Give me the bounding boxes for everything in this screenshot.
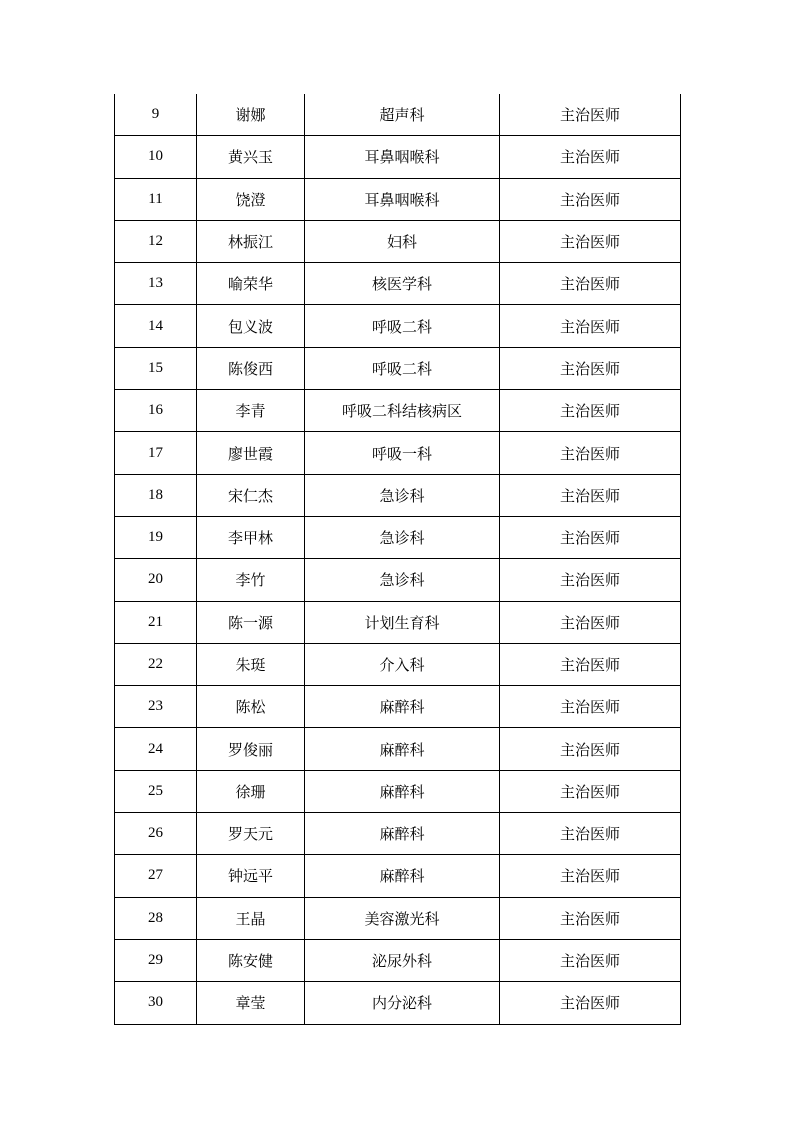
table-row (115, 432, 681, 474)
department-cell: 呼吸一科 (305, 432, 500, 474)
title-cell: 主治医师 (500, 601, 681, 643)
title-cell: 主治医师 (500, 559, 681, 601)
row-number-cell: 25 (115, 770, 197, 812)
table-row (115, 390, 681, 432)
name-cell: 陈一源 (197, 601, 305, 643)
table-row (115, 178, 681, 220)
row-number-cell: 19 (115, 516, 197, 558)
title-cell: 主治医师 (500, 305, 681, 347)
department-cell: 麻醉科 (305, 686, 500, 728)
title-cell: 主治医师 (500, 643, 681, 685)
department-cell: 呼吸二科 (305, 305, 500, 347)
row-number-cell: 18 (115, 474, 197, 516)
table-row (115, 686, 681, 728)
title-cell: 主治医师 (500, 347, 681, 389)
table-row (115, 897, 681, 939)
department-cell: 麻醉科 (305, 728, 500, 770)
name-cell: 李甲林 (197, 516, 305, 558)
table-row (115, 136, 681, 178)
table-row (115, 770, 681, 812)
title-cell: 主治医师 (500, 939, 681, 981)
name-cell: 饶澄 (197, 178, 305, 220)
department-cell: 内分泌科 (305, 982, 500, 1024)
department-cell: 急诊科 (305, 559, 500, 601)
row-number-cell: 20 (115, 559, 197, 601)
table-row (115, 559, 681, 601)
title-cell: 主治医师 (500, 136, 681, 178)
title-cell: 主治医师 (500, 686, 681, 728)
title-cell: 主治医师 (500, 770, 681, 812)
department-cell: 急诊科 (305, 474, 500, 516)
row-number-cell: 29 (115, 939, 197, 981)
table-row (115, 516, 681, 558)
row-number-cell: 16 (115, 390, 197, 432)
department-cell: 呼吸二科 (305, 347, 500, 389)
row-number-cell: 26 (115, 813, 197, 855)
department-cell: 美容激光科 (305, 897, 500, 939)
name-cell: 林振江 (197, 220, 305, 262)
staff-table-body (115, 94, 681, 1024)
title-cell: 主治医师 (500, 813, 681, 855)
department-cell: 核医学科 (305, 263, 500, 305)
title-cell: 主治医师 (500, 432, 681, 474)
department-cell: 计划生育科 (305, 601, 500, 643)
table-row (115, 305, 681, 347)
table-row (115, 94, 681, 136)
name-cell: 陈安健 (197, 939, 305, 981)
table-row (115, 939, 681, 981)
row-number-cell: 13 (115, 263, 197, 305)
table-row (115, 347, 681, 389)
row-number-cell: 27 (115, 855, 197, 897)
row-number-cell: 9 (115, 94, 197, 136)
title-cell: 主治医师 (500, 390, 681, 432)
title-cell: 主治医师 (500, 474, 681, 516)
row-number-cell: 21 (115, 601, 197, 643)
department-cell: 呼吸二科结核病区 (305, 390, 500, 432)
name-cell: 朱珽 (197, 643, 305, 685)
table-row (115, 813, 681, 855)
department-cell: 麻醉科 (305, 855, 500, 897)
table-row (115, 728, 681, 770)
name-cell: 王晶 (197, 897, 305, 939)
table-row (115, 982, 681, 1024)
staff-table (114, 94, 681, 1025)
department-cell: 麻醉科 (305, 813, 500, 855)
name-cell: 宋仁杰 (197, 474, 305, 516)
name-cell: 罗天元 (197, 813, 305, 855)
name-cell: 谢娜 (197, 94, 305, 136)
table-row (115, 601, 681, 643)
department-cell: 耳鼻咽喉科 (305, 178, 500, 220)
department-cell: 泌尿外科 (305, 939, 500, 981)
title-cell: 主治医师 (500, 728, 681, 770)
name-cell: 黄兴玉 (197, 136, 305, 178)
title-cell: 主治医师 (500, 94, 681, 136)
row-number-cell: 17 (115, 432, 197, 474)
title-cell: 主治医师 (500, 220, 681, 262)
department-cell: 妇科 (305, 220, 500, 262)
name-cell: 罗俊丽 (197, 728, 305, 770)
table-row (115, 474, 681, 516)
row-number-cell: 28 (115, 897, 197, 939)
department-cell: 耳鼻咽喉科 (305, 136, 500, 178)
name-cell: 章莹 (197, 982, 305, 1024)
row-number-cell: 30 (115, 982, 197, 1024)
row-number-cell: 14 (115, 305, 197, 347)
row-number-cell: 23 (115, 686, 197, 728)
department-cell: 超声科 (305, 94, 500, 136)
department-cell: 急诊科 (305, 516, 500, 558)
row-number-cell: 22 (115, 643, 197, 685)
title-cell: 主治医师 (500, 263, 681, 305)
name-cell: 喻荣华 (197, 263, 305, 305)
staff-table-container (114, 94, 680, 1025)
name-cell: 陈松 (197, 686, 305, 728)
table-row (115, 263, 681, 305)
table-row (115, 855, 681, 897)
row-number-cell: 15 (115, 347, 197, 389)
name-cell: 陈俊西 (197, 347, 305, 389)
row-number-cell: 11 (115, 178, 197, 220)
title-cell: 主治医师 (500, 516, 681, 558)
title-cell: 主治医师 (500, 178, 681, 220)
row-number-cell: 12 (115, 220, 197, 262)
row-number-cell: 10 (115, 136, 197, 178)
name-cell: 李青 (197, 390, 305, 432)
name-cell: 包义波 (197, 305, 305, 347)
name-cell: 李竹 (197, 559, 305, 601)
row-number-cell: 24 (115, 728, 197, 770)
table-row (115, 643, 681, 685)
name-cell: 廖世霞 (197, 432, 305, 474)
name-cell: 钟远平 (197, 855, 305, 897)
title-cell: 主治医师 (500, 897, 681, 939)
department-cell: 麻醉科 (305, 770, 500, 812)
title-cell: 主治医师 (500, 982, 681, 1024)
table-row (115, 220, 681, 262)
title-cell: 主治医师 (500, 855, 681, 897)
department-cell: 介入科 (305, 643, 500, 685)
name-cell: 徐珊 (197, 770, 305, 812)
